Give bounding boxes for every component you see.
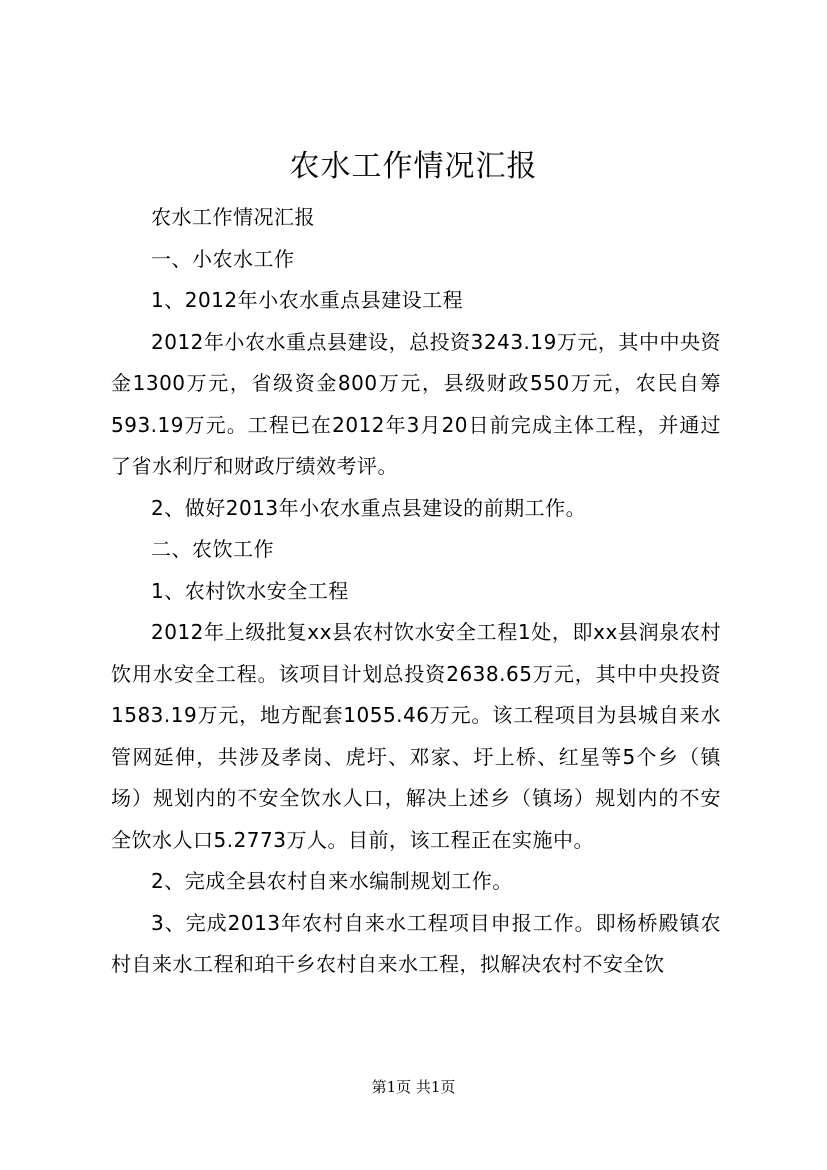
paragraph: 3、完成2013年农村自来水工程项目申报工作。即杨桥殿镇农村自来水工程和珀干乡农村自来水工程，拟解决农村不安全饮 — [111, 910, 721, 976]
paragraph-heading: 农水工作情况汇报 — [151, 205, 315, 229]
paragraph: 2012年小农水重点县建设，总投资3243.19万元，其中中央资金1300万元，省级资金800万元，县级财政550万元，农民自筹593.19万元。工程已在2012年3月20日前完成主体工程，并通过了省水利厅和财政厅绩效考评。 — [111, 329, 721, 478]
subsection-heading: 1、2012年小农水重点县建设工程 — [151, 288, 464, 312]
document-title: 农水工作情况汇报 — [289, 149, 538, 184]
subsection-heading: 2、完成全县农村自来水编制规划工作。 — [151, 869, 513, 893]
document-body — [111, 197, 721, 986]
subsection-heading: 1、农村饮水安全工程 — [151, 578, 349, 603]
page-footer: 第1页 共1页 — [371, 1078, 456, 1096]
paragraph: 2012年上级批复xx县农村饮水安全工程1处，即xx县润泉农村饮用水安全工程。该项目计划总投资2638.65万元，其中中央投资1583.19万元，地方配套1055.46万元。该工程项目为县城自来水管网延伸，共涉及孝岗、虎圩、邓家、圩上桥、红星等5个乡（镇场）规划内的不安全饮水人口，解决上述乡（镇场）规划内的不安全饮水人口5.2773万人。目前，该工程正在实施中。 — [111, 620, 721, 852]
section-heading-drinking-water: 二、农饮工作 — [151, 537, 274, 561]
subsection-heading: 2、做好2013年小农水重点县建设的前期工作。 — [151, 495, 587, 520]
section-heading-small-water: 一、小农水工作 — [151, 246, 295, 271]
